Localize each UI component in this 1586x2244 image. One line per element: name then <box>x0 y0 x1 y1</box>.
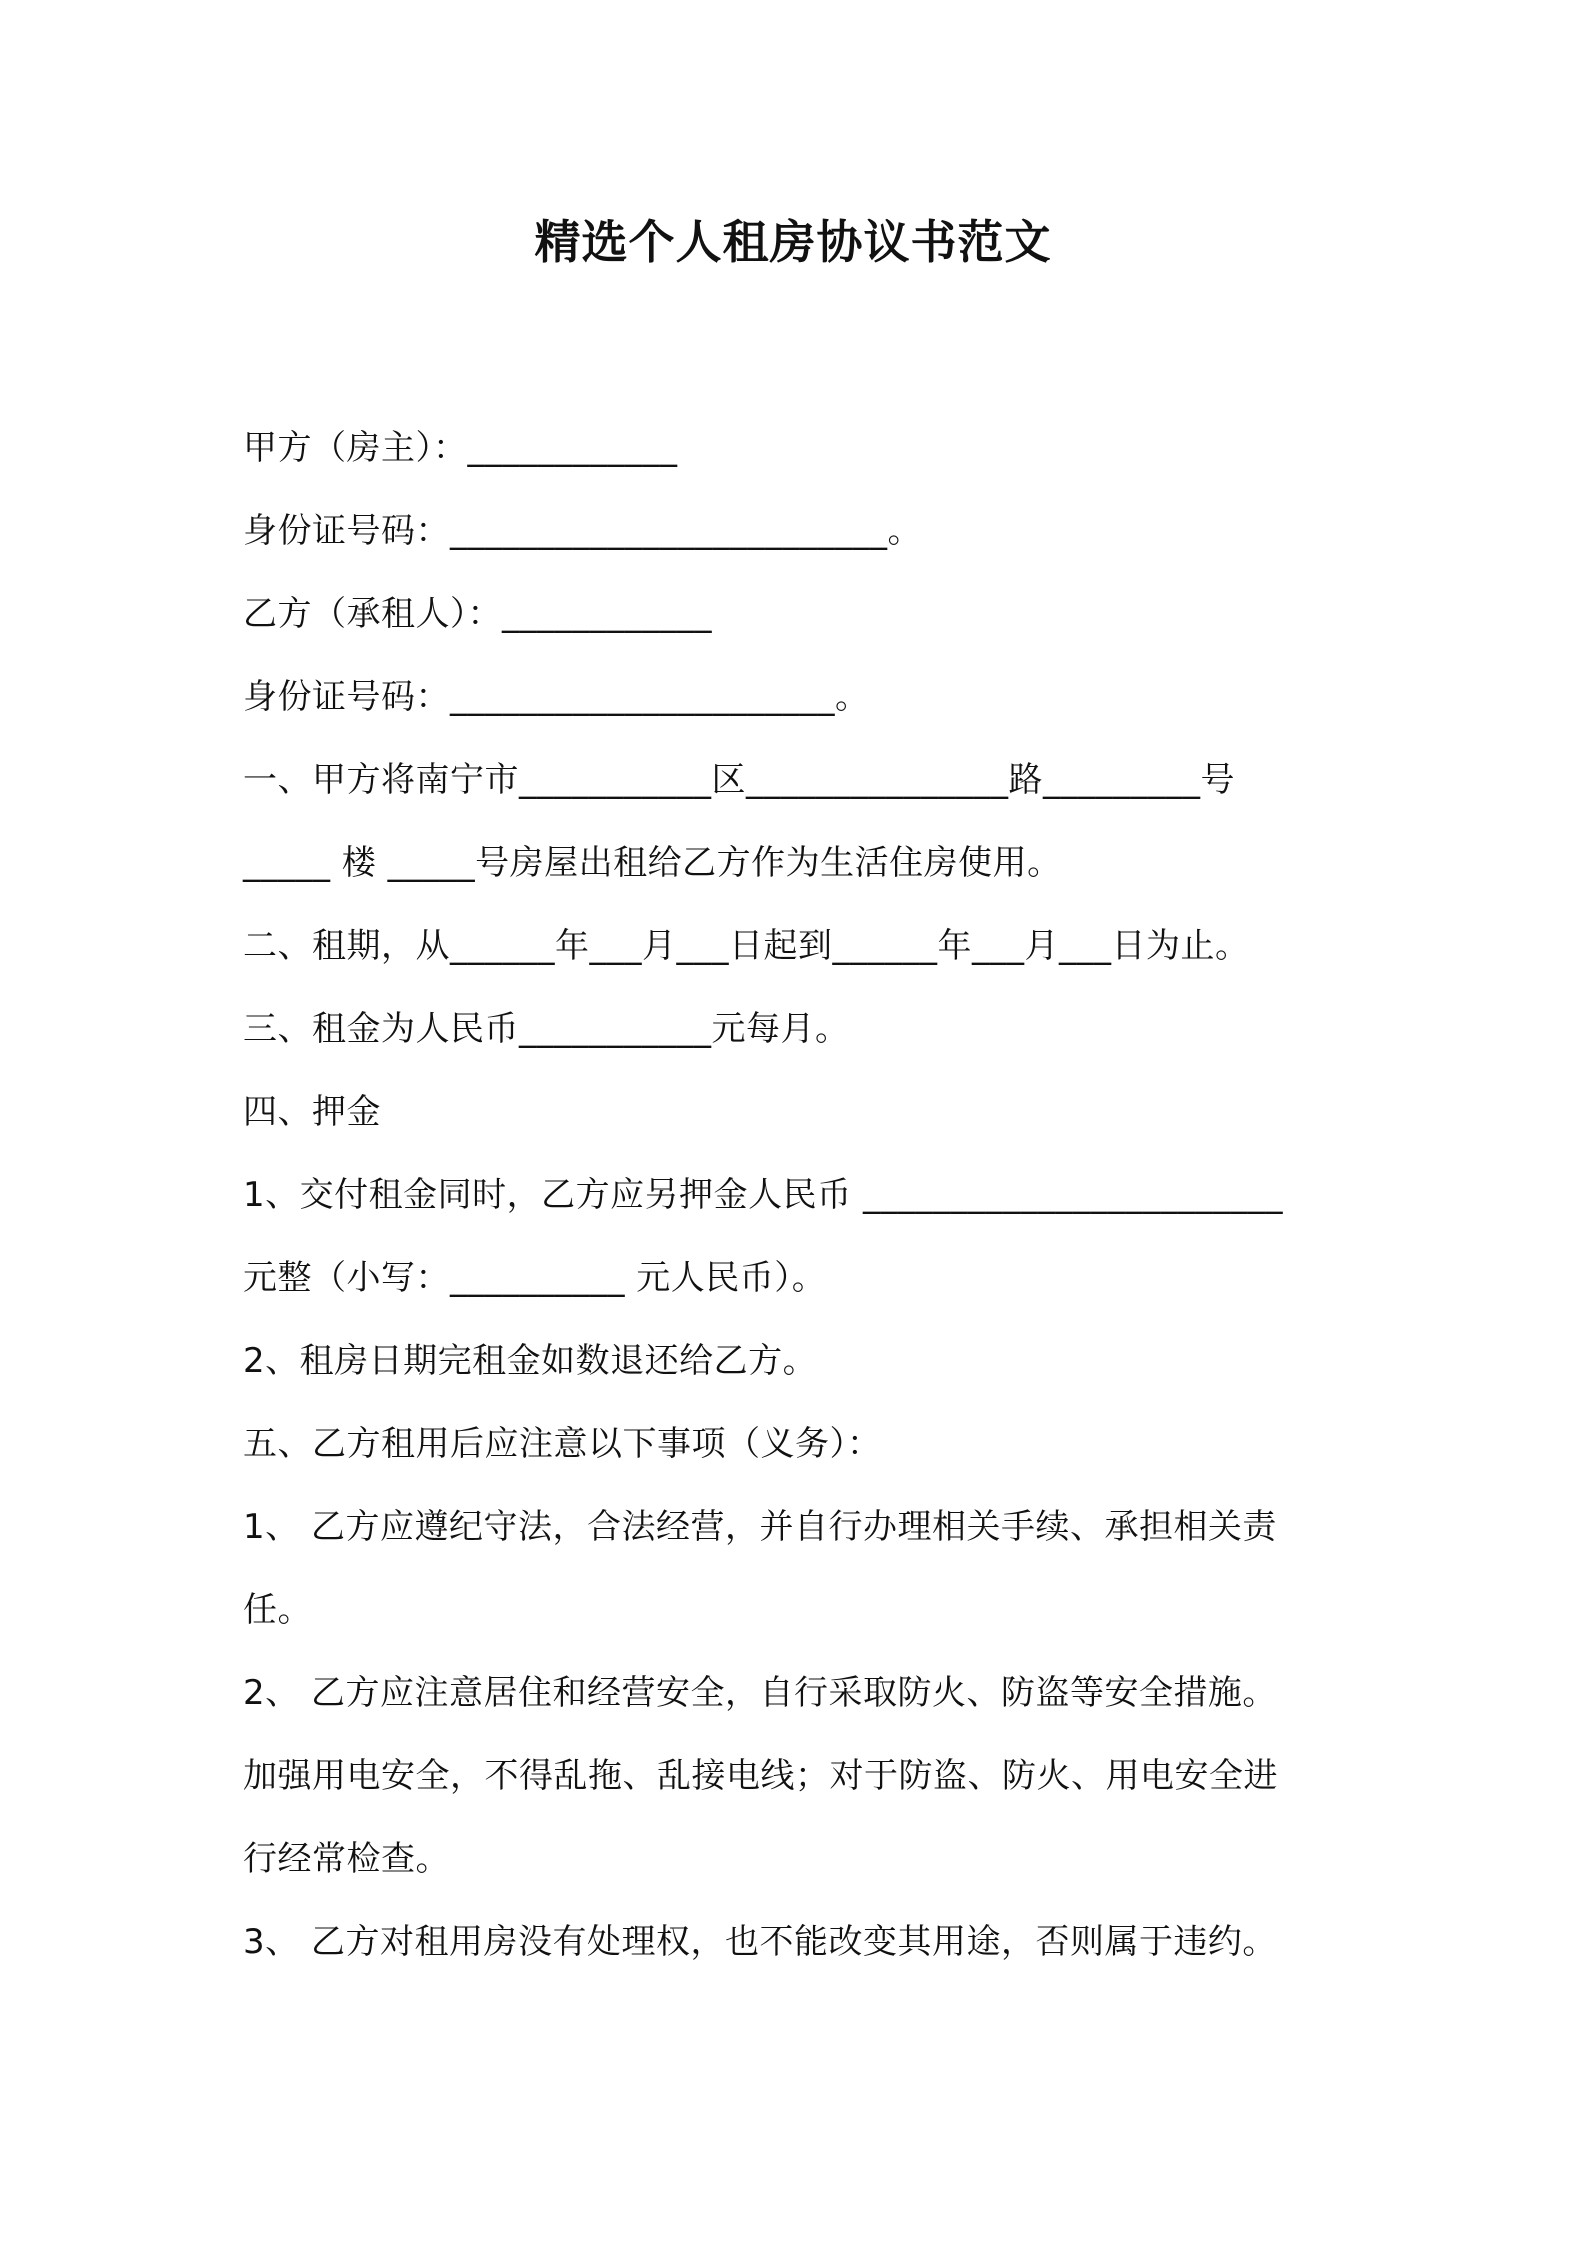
clause-5-heading: 五、乙方租用后应注意以下事项（义务）： <box>243 1424 882 1464</box>
tenant-id-line: 身份证号码：______________________。 <box>243 677 870 717</box>
landlord-id-line: 身份证号码：_________________________。 <box>243 511 922 551</box>
deposit-item-2-line: 2、租房日期完租金如数退还给乙方。 <box>243 1341 818 1381</box>
clause-1-building-line: _____ 楼 _____号房屋出租给乙方作为生活住房使用。 <box>243 843 1062 883</box>
document-title: 精选个人租房协议书范文 <box>534 215 1052 269</box>
obligation-2-continued-b: 行经常检查。 <box>243 1839 450 1879</box>
tenant-line: 乙方（承租人）：____________ <box>243 594 712 634</box>
clause-1-address-line: 一、甲方将南宁市___________区_______________路_________号 <box>243 760 1235 800</box>
clause-2-term-line: 二、租期，从______年___月___日起到______年___月___日为止。 <box>243 926 1250 966</box>
deposit-item-1-line: 1、交付租金同时，乙方应另押金人民币 ________________________ <box>243 1175 1283 1215</box>
document-body <box>243 407 1393 1984</box>
obligation-2-continued-a: 加强用电安全，不得乱拖、乱接电线；对于防盗、防火、用电安全进 <box>243 1756 1278 1796</box>
landlord-line: 甲方（房主）：____________ <box>243 428 678 468</box>
obligation-3-line: 3、 乙方对租用房没有处理权，也不能改变其用途，否则属于违约。 <box>243 1922 1277 1962</box>
obligation-1-continued: 任。 <box>243 1590 312 1630</box>
deposit-item-1-continued: 元整（小写：__________ 元人民币）。 <box>243 1258 827 1298</box>
obligation-2-line: 2、 乙方应注意居住和经营安全，自行采取防火、防盗等安全措施。 <box>243 1673 1277 1713</box>
clause-3-rent-line: 三、租金为人民币___________元每月。 <box>243 1009 850 1049</box>
obligation-1-line: 1、 乙方应遵纪守法，合法经营，并自行办理相关手续、承担相关责 <box>243 1507 1277 1547</box>
clause-4-heading: 四、押金 <box>243 1092 381 1132</box>
